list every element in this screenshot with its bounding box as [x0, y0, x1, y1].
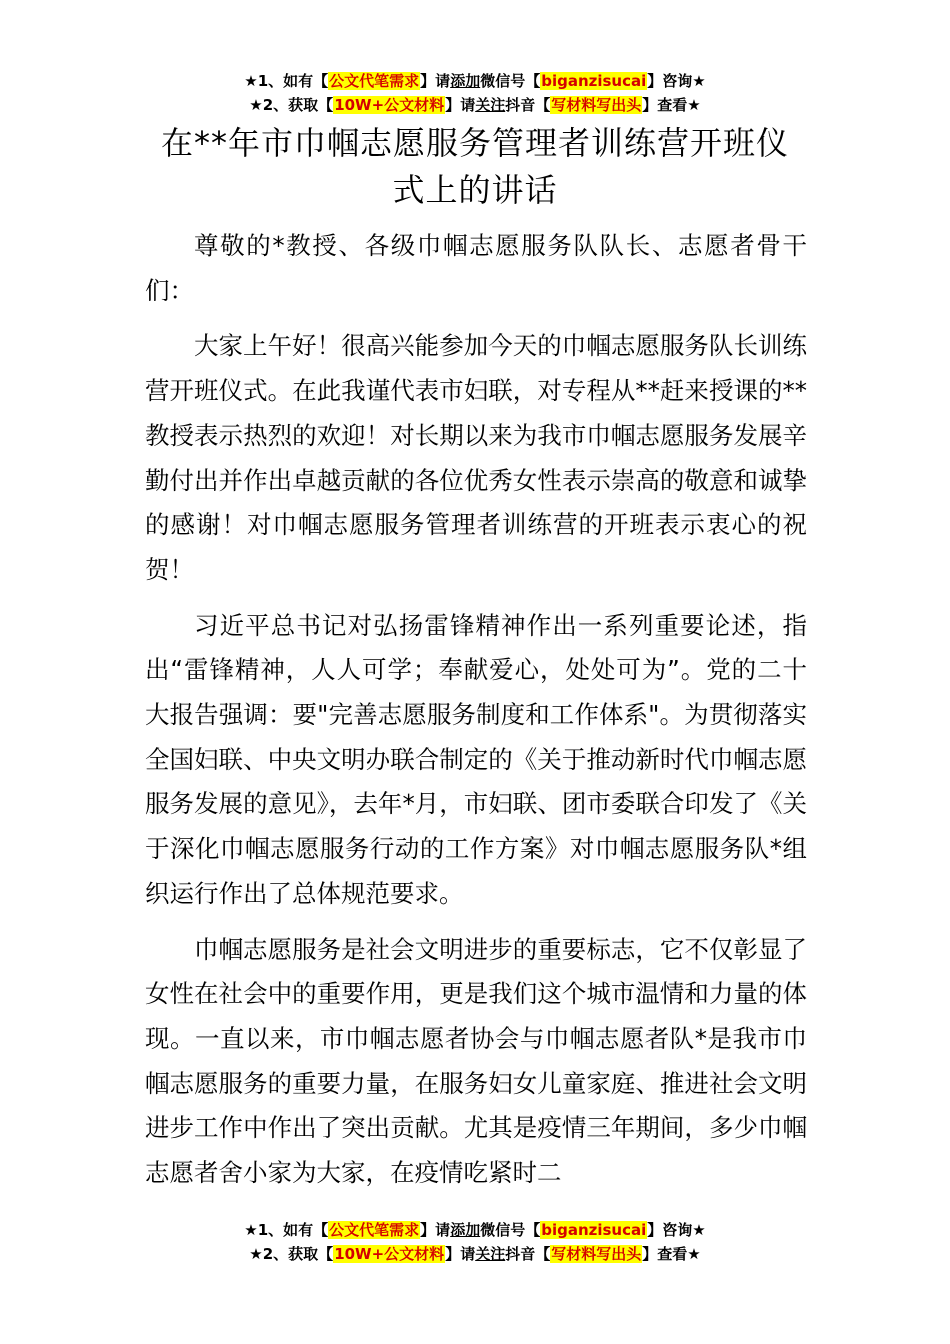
highlight-service: 公文代笔需求	[329, 1221, 420, 1239]
highlight-service: 公文代笔需求	[329, 72, 420, 90]
footer-banner	[0, 1218, 950, 1266]
banner-line-1: ★1、如有【公文代笔需求】请添加微信号【biganzisucai】咨询★	[244, 72, 706, 90]
banner-line-1: ★1、如有【公文代笔需求】请添加微信号【biganzisucai】咨询★	[244, 1221, 706, 1239]
salutation: 尊敬的*教授、各级巾帼志愿服务队队长、志愿者骨干们：	[145, 231, 807, 305]
highlight-materials: 10W+公文材料	[334, 1245, 445, 1263]
paragraph-1: 大家上午好！很高兴能参加今天的巾帼志愿服务队长训练营开班仪式。在此我谨代表市妇联，对专程从**赶来授课的**教授表示热烈的欢迎！对长期以来为我市巾帼志愿服务发展辛勤付出并作出卓越贡献的各位优秀女性表示崇高的敬意和诚挚的感谢！对巾帼志愿服务管理者训练营的开班表示衷心的祝贺！	[145, 331, 807, 584]
highlight-douyin-id: 写材料写出头	[551, 96, 642, 114]
paragraph-2: 习近平总书记对弘扬雷锋精神作出一系列重要论述，指出“雷锋精神，人人可学；奉献爱心，处处可为”。党的二十大报告强调：要"完善志愿服务制度和工作体系"。为贯彻落实全国妇联、中央文明办联合制定的《关于推动新时代巾帼志愿服务发展的意见》，去年*月，市妇联、团市委联合印发了《关于深化巾帼志愿服务行动的工作方案》对巾帼志愿服务队*组织运行作出了总体规范要求。	[145, 610, 807, 908]
highlight-wechat-id: biganzisucai	[541, 1221, 647, 1239]
document-title: 在**年市巾帼志愿服务管理者训练营开班仪式上的讲话	[160, 124, 789, 209]
highlight-wechat-id: biganzisucai	[541, 72, 647, 90]
header-banner	[0, 69, 950, 117]
banner-line-2: ★2、获取【10W+公文材料】请关注抖音【写材料写出头】查看★	[249, 1245, 701, 1263]
banner-line-2: ★2、获取【10W+公文材料】请关注抖音【写材料写出头】查看★	[249, 96, 701, 114]
paragraph-3: 巾帼志愿服务是社会文明进步的重要标志，它不仅彰显了女性在社会中的重要作用，更是我们这个城市温情和力量的体现。一直以来，市巾帼志愿者协会与巾帼志愿者队*是我市巾帼志愿服务的重要力量，在服务妇女儿童家庭、推进社会文明进步工作中作出了突出贡献。尤其是疫情三年期间，多少巾帼志愿者舍小家为大家，在疫情吃紧时二	[145, 934, 807, 1188]
highlight-materials: 10W+公文材料	[334, 96, 445, 114]
highlight-douyin-id: 写材料写出头	[551, 1245, 642, 1263]
document-body	[145, 224, 807, 1207]
